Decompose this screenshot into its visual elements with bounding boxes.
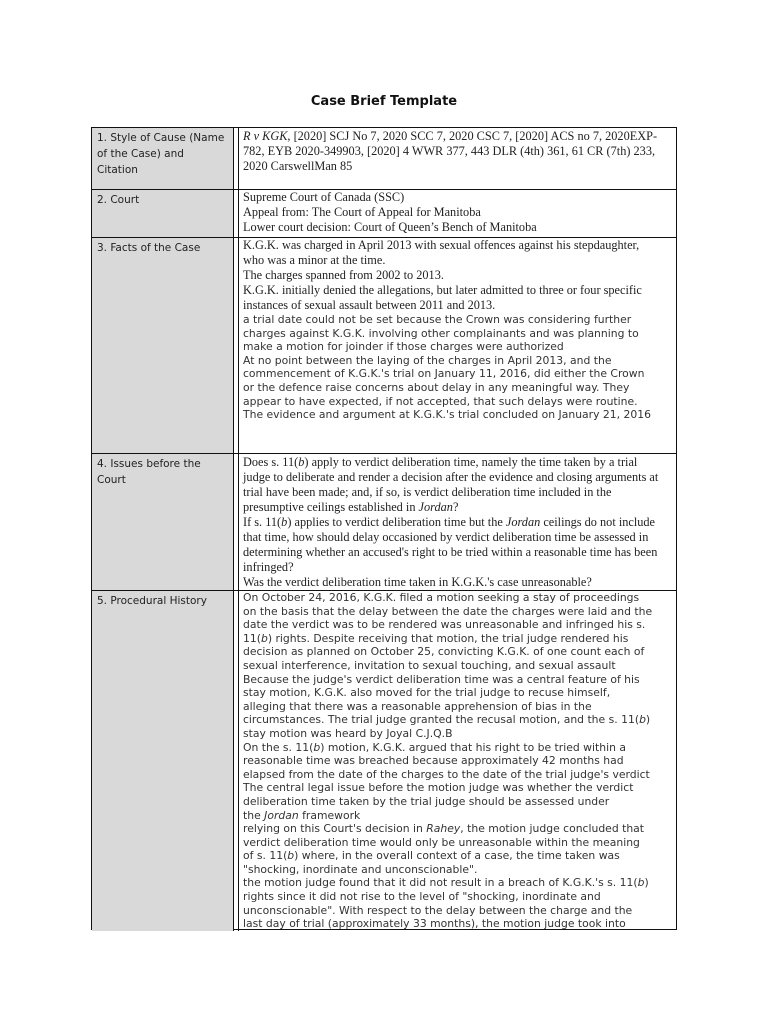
- history-line: relying on this Court's decision in Rahey, the motion judge concluded that: [243, 822, 645, 836]
- facts-line: instances of sexual assault between 2011 and 2013.: [243, 298, 496, 312]
- label-facts: 3. Facts of the Case: [92, 238, 234, 453]
- content-procedural-history: [238, 591, 676, 931]
- italic-text: b: [639, 713, 646, 727]
- history-line: sexual interference, invitation to sexual touching, and sexual assault: [243, 658, 616, 672]
- history-line: on the basis that the delay between the date the charges were laid and the: [243, 604, 653, 618]
- court-line-1: Supreme Court of Canada (SSC): [243, 190, 405, 204]
- citation-line-1-rest: [2020] SCJ No 7, 2020 SCC 7, 2020 CSC 7, [2020] ACS no 7, 2020EXP-: [293, 129, 658, 143]
- history-line: last day of trial (approximately 33 months), the motion judge took into: [243, 917, 626, 931]
- facts-line: or the defence raise concerns about delay in any meaningful way. They: [243, 380, 630, 394]
- history-line: stay motion, K.G.K. also moved for the trial judge to recuse himself,: [243, 686, 611, 700]
- citation-line-1: R v KGK, [2020] SCJ No 7, 2020 SCC 7, 2020 CSC 7, [2020] ACS no 7, 2020EXP-: [243, 129, 658, 143]
- row-issues: [92, 453, 676, 590]
- italic-text: Jordan: [505, 515, 541, 529]
- history-line: "shocking, inordinate and unconscionable".: [243, 862, 478, 876]
- content-issues: [238, 454, 676, 590]
- history-line: decision as planned on October 25, convicting K.G.K. of one count each of: [243, 645, 645, 659]
- history-line: 11(b) rights. Despite receiving that motion, the trial judge rendered his: [243, 631, 629, 645]
- issues-line: Does s. 11(b) apply to verdict deliberation time, namely the time taken by a trial: [243, 455, 638, 469]
- history-line: Because the judge's verdict deliberation time was a central feature of his: [243, 672, 640, 686]
- issues-line: that time, how should delay occasioned by verdict deliberation time be assessed in: [243, 530, 649, 544]
- issues-line: judge to deliberate and render a decision after the evidence and closing arguments at: [243, 470, 659, 484]
- court-line-3: Lower court decision: Court of Queen’s Bench of Manitoba: [243, 220, 537, 234]
- italic-text: b: [260, 631, 268, 645]
- content-facts: [238, 238, 676, 453]
- italic-text: b: [298, 455, 305, 469]
- facts-line: The charges spanned from 2002 to 2013.: [243, 268, 444, 282]
- issues-line: presumptive ceilings established in Jordan?: [243, 500, 459, 514]
- case-brief-table: [91, 127, 677, 930]
- row-facts: [92, 237, 676, 453]
- history-line: On the s. 11(b) motion, K.G.K. argued that his right to be tried within a: [243, 740, 626, 754]
- italic-text: b: [281, 515, 288, 529]
- citation-line-3: 2020 CarswellMan 85: [243, 159, 353, 173]
- issues-line: trial have been made; and, if so, is verdict deliberation time included in the: [243, 485, 612, 499]
- history-line: of s. 11(b) where, in the overall context of a case, the time taken was: [243, 849, 620, 863]
- italic-text: Jordan: [264, 808, 299, 822]
- facts-line: K.G.K. initially denied the allegations, but later admitted to three or four specific: [243, 283, 642, 297]
- history-line: deliberation time taken by the trial judge should be assessed under: [243, 794, 610, 808]
- history-line: On October 24, 2016, K.G.K. filed a motion seeking a stay of proceedings: [243, 591, 640, 604]
- issues-line: If s. 11(b) applies to verdict deliberation time but the Jordan ceilings do not include: [243, 515, 656, 529]
- history-line: unconscionable". With respect to the delay between the charge and the: [243, 903, 633, 917]
- history-line: rights since it did not rise to the level of "shocking, inordinate and: [243, 890, 601, 904]
- history-line: alleging that there was a reasonable apprehension of bias in the: [243, 699, 592, 713]
- italic-text: b: [313, 740, 321, 754]
- history-line: elapsed from the date of the charges to the date of the trial judge's verdict: [243, 767, 650, 781]
- facts-line: charges against K.G.K. involving other complainants and was planning to: [243, 326, 639, 340]
- italic-text: b: [637, 876, 645, 890]
- issues-line: infringed?: [243, 560, 294, 574]
- issues-line: determining whether an accused's right to be tried within a reasonable time has been: [243, 545, 658, 559]
- italic-text: Jordan: [418, 500, 453, 514]
- row-style-of-cause: [92, 128, 676, 189]
- facts-line: who was a minor at the time.: [243, 253, 386, 267]
- label-style-of-cause: 1. Style of Cause (Name of the Case) and Citation: [92, 128, 234, 189]
- history-line: the Jordan framework: [243, 808, 361, 822]
- facts-line: make a motion for joinder if those charges were authorized: [243, 340, 564, 354]
- facts-line: appear to have expected, if not accepted, that such delays were routine.: [243, 394, 638, 408]
- facts-line: The evidence and argument at K.G.K.'s trial concluded on January 21, 2016: [243, 408, 651, 422]
- facts-line: commencement of K.G.K.'s trial on January 11, 2016, did either the Crown: [243, 367, 645, 381]
- label-procedural-history: 5. Procedural History: [92, 591, 234, 931]
- content-court: [238, 190, 676, 237]
- italic-text: b: [287, 849, 295, 863]
- history-line: the motion judge found that it did not result in a breach of K.G.K.'s s. 11(b): [243, 876, 649, 890]
- facts-line: a trial date could not be set because the Crown was considering further: [243, 313, 632, 326]
- history-line: The central legal issue before the motion judge was whether the verdict: [243, 781, 634, 795]
- history-line: reasonable time was breached because approximately 42 months had: [243, 754, 624, 768]
- content-style-of-cause: [238, 128, 676, 189]
- italic-text: Rahey: [426, 822, 461, 836]
- issues-line: Was the verdict deliberation time taken in K.G.K.'s case unreasonable?: [243, 575, 592, 589]
- row-procedural-history: [92, 590, 676, 931]
- document-title: Case Brief Template: [310, 94, 458, 109]
- row-court: [92, 189, 676, 237]
- history-line: verdict deliberation time would only be unreasonable within the meaning: [243, 835, 640, 849]
- history-line: date the verdict was to be rendered was unreasonable and infringed his s.: [243, 618, 646, 632]
- history-line: circumstances. The trial judge granted the recusal motion, and the s. 11(b): [243, 713, 651, 727]
- court-line-2: Appeal from: The Court of Appeal for Manitoba: [243, 205, 481, 219]
- facts-line: At no point between the laying of the charges in April 2013, and the: [243, 353, 612, 367]
- history-line: stay motion was heard by Joyal C.J.Q.B: [243, 726, 453, 740]
- label-issues: 4. Issues before the Court: [92, 454, 234, 590]
- label-court: 2. Court: [92, 190, 234, 237]
- citation-line-2: 782, EYB 2020-349903, [2020] 4 WWR 377, 443 DLR (4th) 361, 61 CR (7th) 233,: [243, 144, 656, 158]
- facts-line: K.G.K. was charged in April 2013 with sexual offences against his stepdaughter,: [243, 238, 640, 252]
